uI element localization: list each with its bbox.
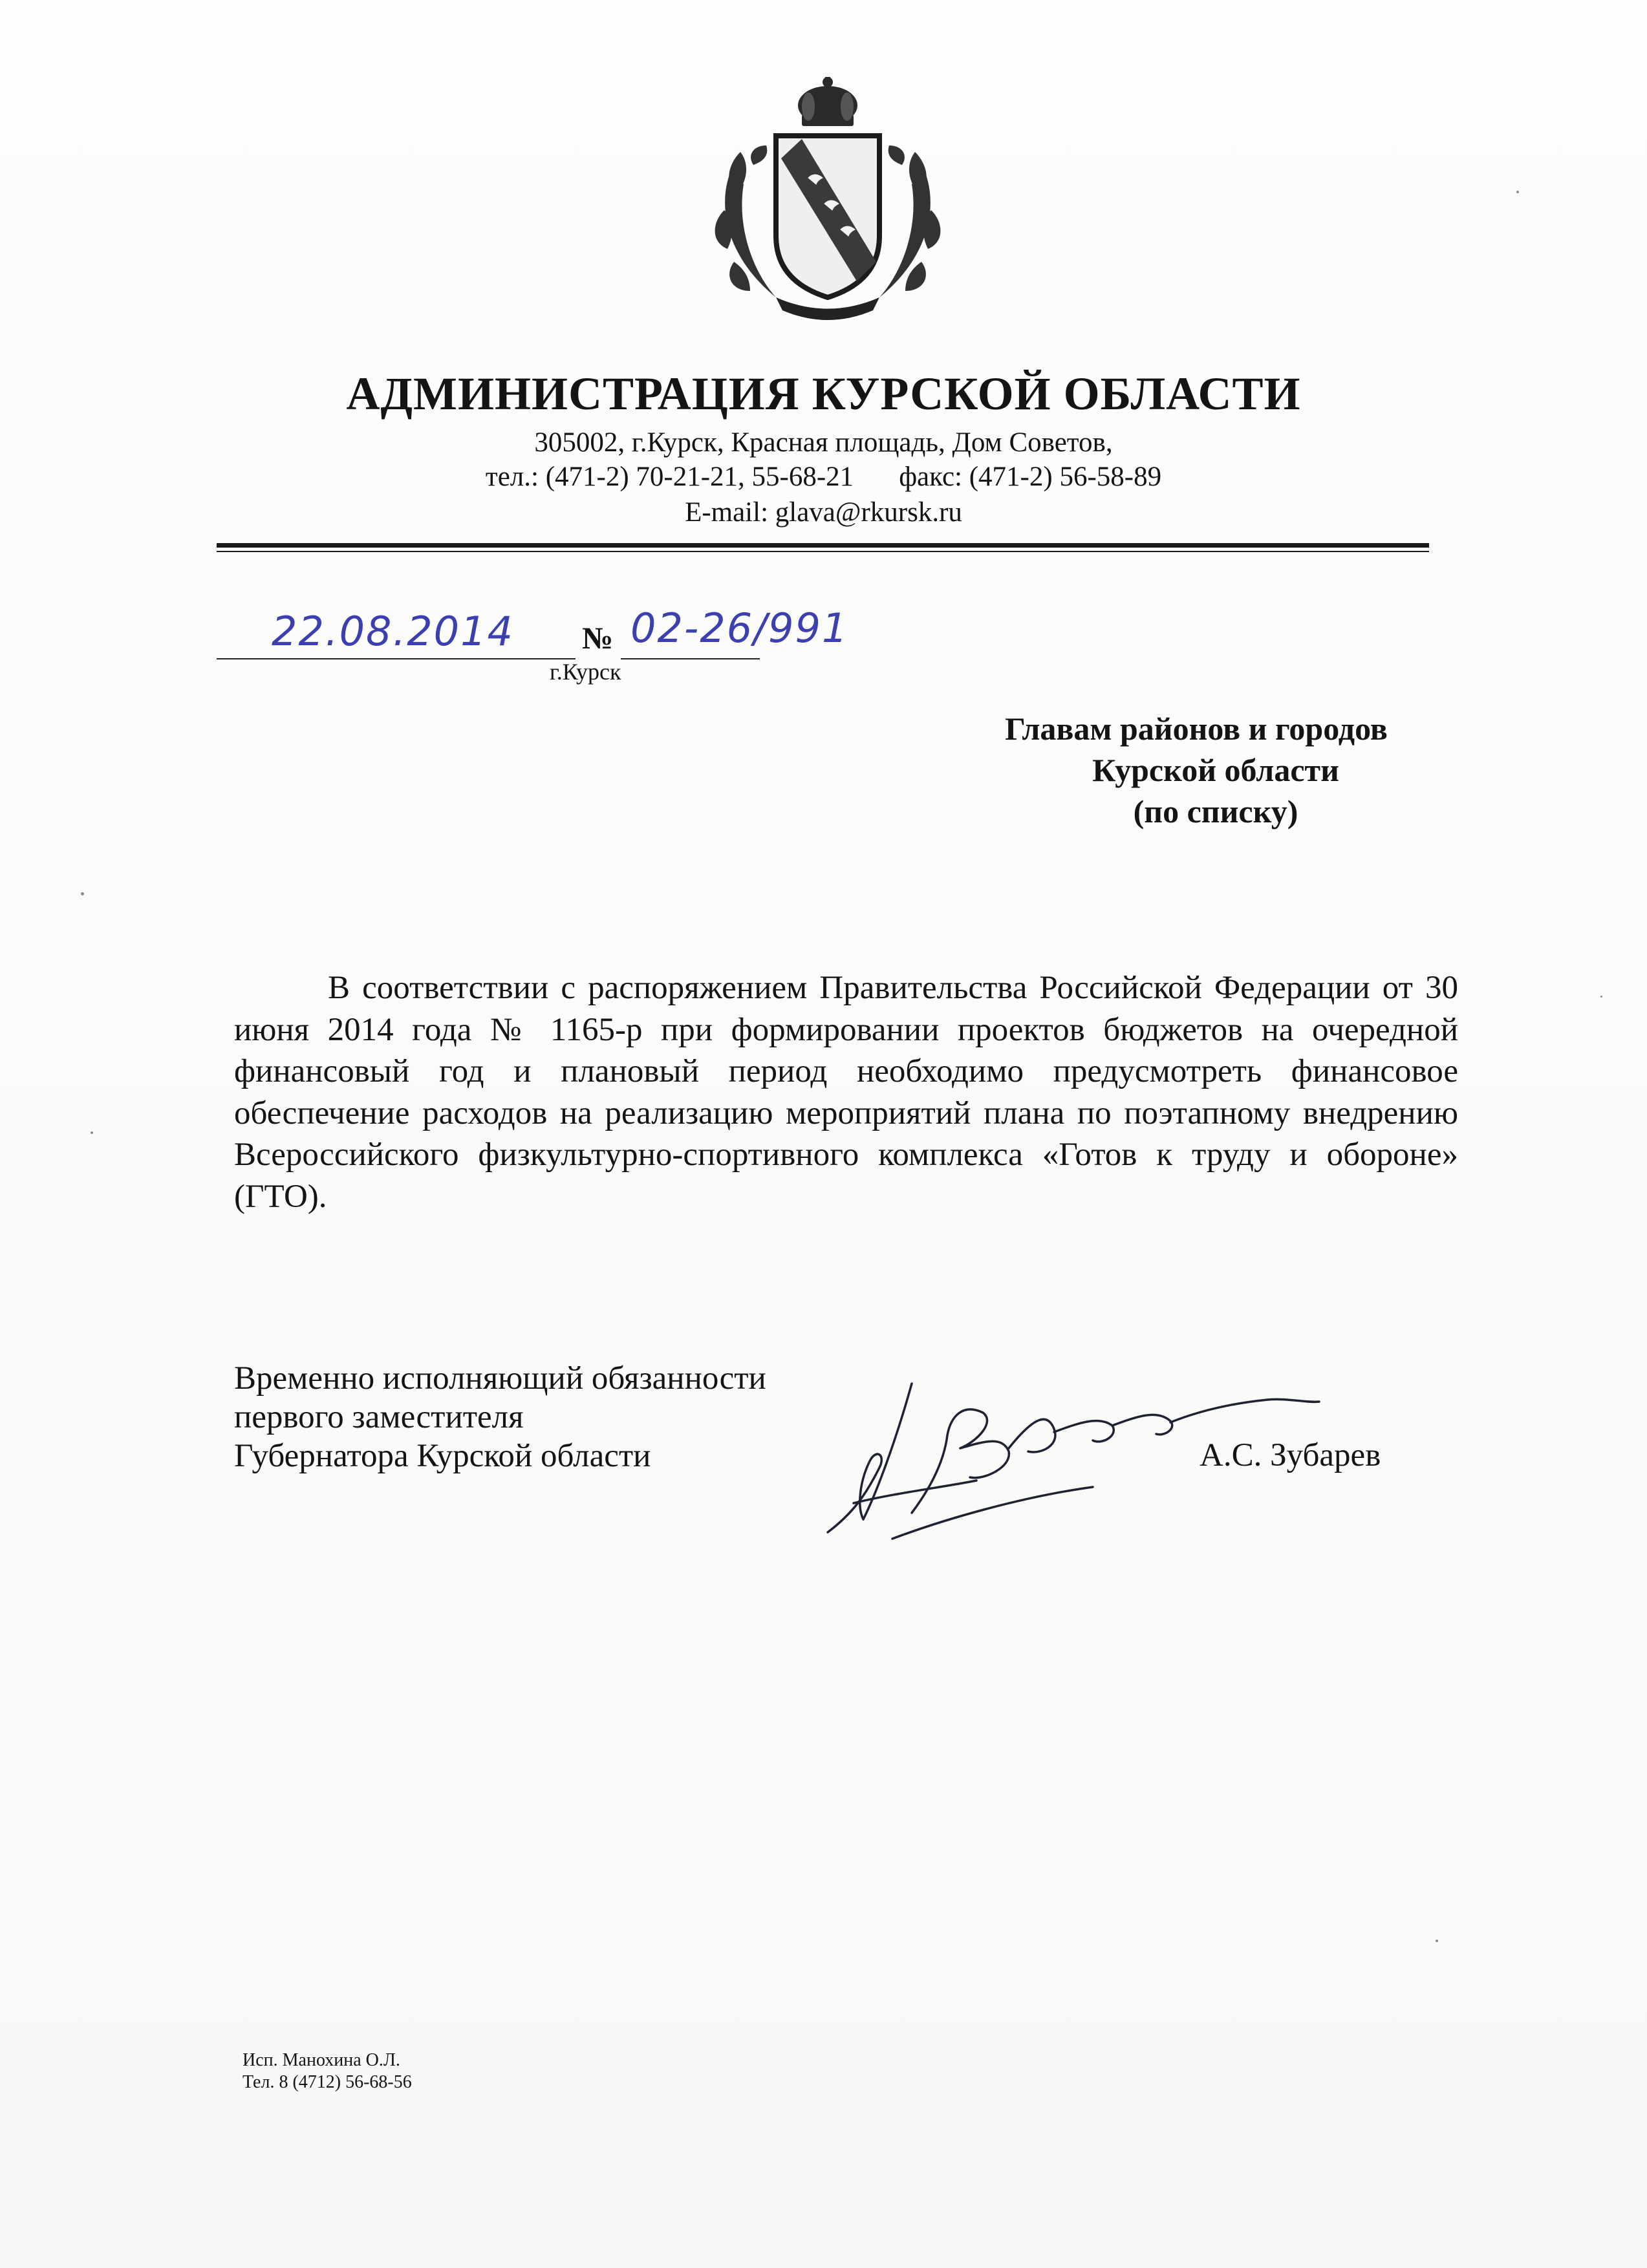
document-number: 02-26/991 bbox=[630, 604, 849, 652]
organization-fax: факс: (471-2) 56-58-89 bbox=[899, 462, 1162, 492]
position-line-3: Губернатора Курской области bbox=[234, 1438, 651, 1474]
number-underline bbox=[621, 658, 760, 659]
addressee-line-3: (по списку) bbox=[1133, 793, 1298, 829]
number-label: № bbox=[582, 621, 614, 656]
document-date: 22.08.2014 bbox=[272, 608, 514, 655]
document-city: г.Курск bbox=[550, 659, 621, 685]
letterhead-divider-thin bbox=[217, 551, 1429, 552]
letter-body bbox=[234, 967, 1458, 1217]
addressee-line-1: Главам районов и городов bbox=[1005, 711, 1388, 747]
scan-speck bbox=[1516, 191, 1519, 193]
addressee-line-2: Курской области bbox=[1092, 752, 1339, 788]
organization-address: 305002, г.Курск, Красная площадь, Дом Советов, bbox=[534, 427, 1113, 458]
date-underline bbox=[217, 658, 576, 659]
executor-info bbox=[242, 2049, 412, 2093]
organization-email: E-mail: glava@rkursk.ru bbox=[685, 497, 962, 528]
position-line-1: Временно исполняющий обязанности bbox=[234, 1360, 766, 1396]
scan-speck bbox=[1600, 996, 1602, 998]
organization-title: АДМИНИСТРАЦИЯ КУРСКОЙ ОБЛАСТИ bbox=[346, 368, 1301, 420]
addressee-block bbox=[905, 708, 1487, 832]
organization-contacts bbox=[0, 461, 1647, 493]
executor-name: Исп. Манохина О.Л. bbox=[242, 2050, 400, 2070]
signatory-name: А.С. Зубарев bbox=[1200, 1437, 1381, 1473]
body-paragraph: В соответствии с распоряжением Правительства Российской Федерации от 30 июня 2014 года № 1165-р при формировании проектов бюджетов на очередной финансовый год и плановый период необходимо предусмотреть финансовое обеспечение расходов на реализацию мероприятий плана по поэтапному внедрению Всероссийского физкультурно-спортивного комплекса «Готов к труду и обороне» (ГТО). bbox=[234, 970, 1458, 1215]
scan-speck bbox=[81, 892, 84, 895]
position-line-2: первого заместителя bbox=[234, 1399, 524, 1435]
executor-phone: Тел. 8 (4712) 56-68-56 bbox=[242, 2072, 412, 2092]
signatory-position bbox=[234, 1359, 766, 1475]
coat-of-arms-emblem bbox=[705, 74, 951, 333]
organization-phone: тел.: (471-2) 70-21-21, 55-68-21 bbox=[485, 462, 854, 492]
letterhead-divider bbox=[217, 543, 1429, 548]
scan-speck bbox=[91, 1131, 93, 1134]
scan-speck bbox=[1436, 1940, 1438, 1942]
